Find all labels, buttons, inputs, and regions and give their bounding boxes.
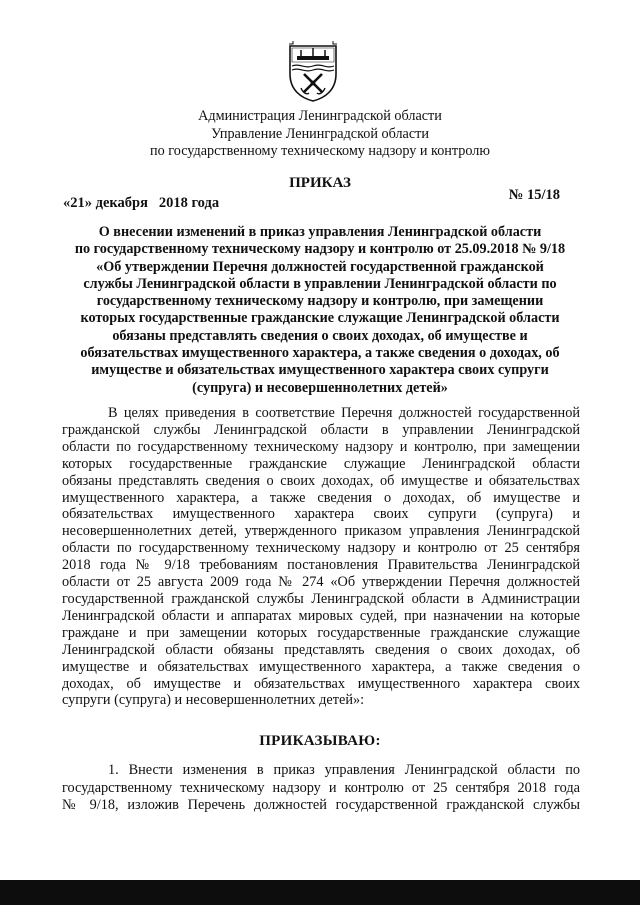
- order-heading: ПРИКАЗЫВАЮ:: [259, 733, 381, 749]
- subject-line: которых государственные гражданские служащие Ленинградской области: [80, 310, 560, 327]
- coat-of-arms-icon: [287, 40, 339, 102]
- subject-line: (супруга) и несовершеннолетних детей»: [192, 379, 448, 396]
- preamble-line: несовершеннолетних детей, утвержденного приказом управления Ленинградской: [62, 523, 580, 540]
- preamble-line: супруги (супруга) и несовершеннолетних детей»:: [62, 692, 365, 709]
- preamble-line: Ленинградской области обязаны представлять сведения о своих доходах, об: [62, 641, 580, 658]
- point-line: государственному техническому надзору и контролю от 25 сентября 2018 года: [62, 779, 580, 796]
- point-line: № 9/18, изложив Перечень должностей государственной гражданской службы: [62, 797, 580, 813]
- preamble-line: которых государственные гражданские служащие Ленинградской области: [62, 455, 580, 472]
- preamble-line: Ленинградской области и аппаратах мировых судей, при назначении на которые: [62, 607, 580, 624]
- point-line: 1. Внести изменения в приказ управления Ленинградской области по: [108, 762, 580, 778]
- subject-line: имуществе и обязательствах имущественного характера своих супруги: [91, 362, 549, 379]
- subject-line: О внесении изменений в приказ управления Ленинградской области: [98, 224, 542, 240]
- document-title: ПРИКАЗ: [289, 175, 351, 191]
- preamble-line: доходах, об имуществе и обязательствах имущественного характера своих: [62, 675, 580, 692]
- issuer-line-2: Управление Ленинградской области: [211, 125, 429, 142]
- subject-line: государственному техническому надзору и контролю, при замещении: [96, 293, 544, 310]
- preamble-line: обязательствах имущественного характера своих супруги (супруга) и: [62, 506, 580, 523]
- preamble-paragraph: [62, 405, 580, 709]
- preamble-line: граждане и при замещении которых государственные гражданские служащие: [62, 624, 580, 641]
- preamble-line: обязаны представлять сведения о своих доходах, об имуществе и обязательствах: [62, 472, 580, 489]
- preamble-line: области от 25 августа 2009 года № 274 «Об утверждении Перечня должностей: [62, 574, 580, 591]
- subject-line: службы Ленинградской области в управлении Ленинградской области по: [83, 275, 557, 292]
- subject-line: обязательствах имущественного характера, а также сведения о доходах, об: [80, 345, 560, 362]
- issuer-header: [60, 108, 580, 161]
- scan-bottom-border: [0, 880, 640, 905]
- subject-line: по государственному техническому надзору и контролю от 25.09.2018 № 9/18: [74, 241, 566, 258]
- preamble-line: области по государственному техническому надзору и контролю, при замещении: [62, 438, 580, 455]
- preamble-line: области по государственному техническому надзору и контролю от 25 сентября: [62, 540, 580, 557]
- issuer-line-1: Администрация Ленинградской области: [198, 108, 442, 124]
- document-date: «21» декабря 2018 года: [63, 195, 220, 211]
- document-subject: [55, 224, 585, 397]
- preamble-line: государственной гражданской службы Ленинградской области в Администрации: [62, 590, 580, 607]
- order-point-1: [62, 762, 580, 815]
- preamble-line: имущественного характера, а также сведения о доходах, об имуществе и: [62, 489, 580, 506]
- document-number: № 15/18: [508, 187, 560, 203]
- preamble-line: 2018 года № 9/18 требованиям постановления Правительства Ленинградской: [62, 557, 580, 574]
- subject-line: обязаны представлять сведения о своих доходах, об имуществе и: [112, 327, 528, 344]
- preamble-line: гражданской службы Ленинградской области в управлении Ленинградской: [62, 421, 580, 438]
- preamble-line: имуществе и обязательствах имущественного характера, а также сведения о: [62, 658, 580, 675]
- subject-line: «Об утверждении Перечня должностей государственной гражданской: [96, 258, 544, 275]
- preamble-line: В целях приведения в соответствие Перечня должностей государственной: [108, 405, 580, 421]
- issuer-line-3: по государственному техническому надзору и контролю: [150, 143, 490, 159]
